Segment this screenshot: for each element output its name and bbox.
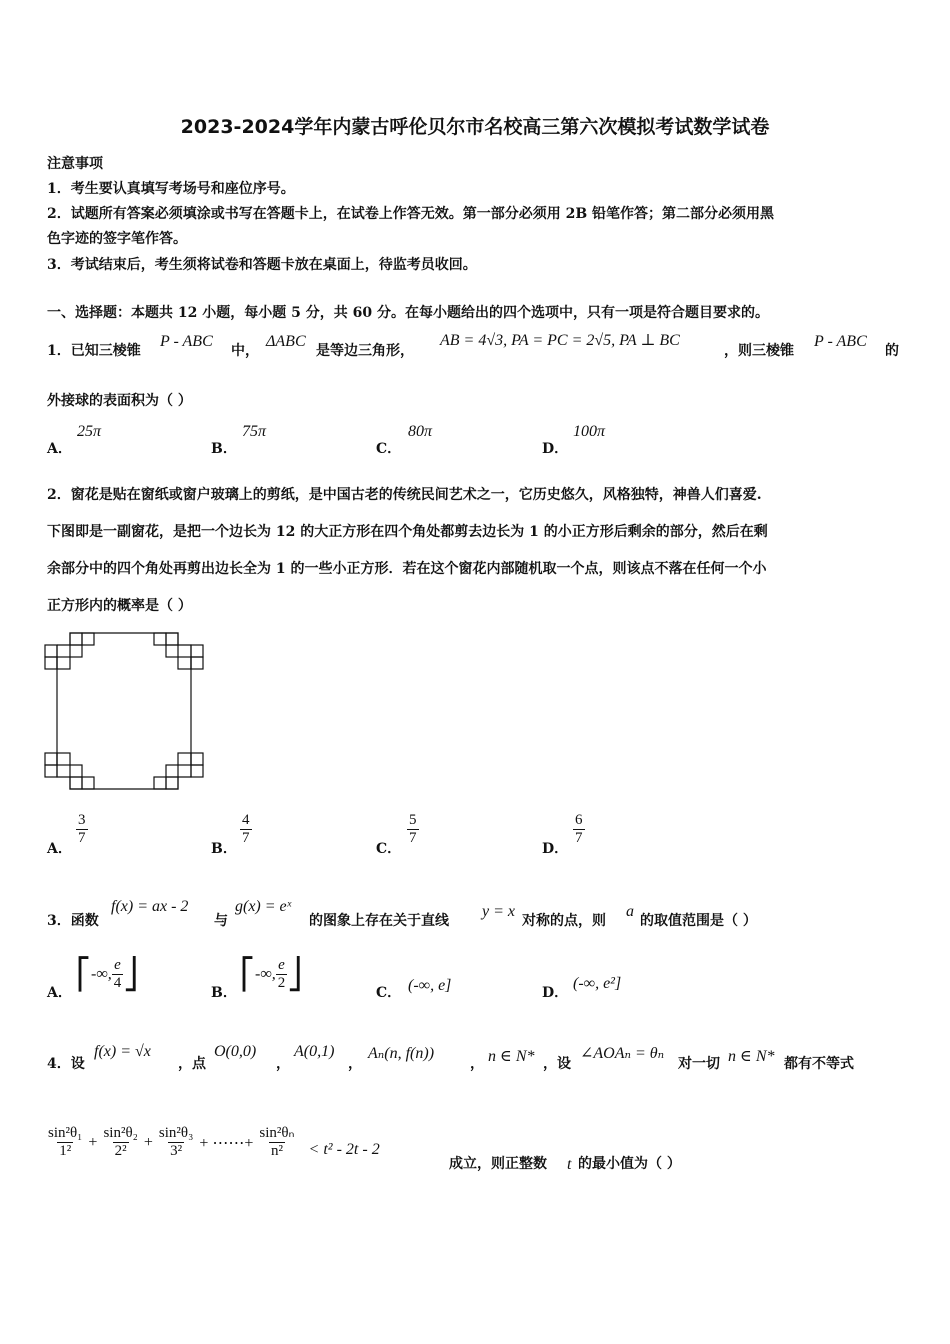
q4-math: O(0,0) [214,1043,257,1060]
q4-math: n ∈ N* [728,1048,775,1065]
q3-math: f(x) = ax - 2 [111,898,189,915]
q1-text: 中， [231,343,259,359]
denominator: 3² [170,1143,183,1159]
q1-option-c: 80π [408,423,433,440]
sum-term [257,1125,296,1160]
q1-option-b: 75π [242,423,267,440]
left-bracket: ⎡ [76,958,91,991]
section-heading: 一、选择题：本题共 12 小题，每小题 5 分，共 60 分。在每小题给出的四个选项中，只有一项是符合题目要求的。 [47,305,769,321]
q4-text: ，点 [178,1056,206,1072]
denominator: 7 [78,830,86,846]
denominator: 7 [409,830,417,846]
window-flower-figure [44,632,208,792]
sum-term [157,1125,195,1160]
right-bracket: ⎦ [123,958,139,991]
q2-option-a-label: A． [47,841,72,857]
denominator: 2 [277,975,286,991]
q4-inequality [46,1125,380,1160]
q2-option-d [573,812,585,847]
q3-option-c-label: C． [376,985,402,1001]
denominator: 1² [59,1143,72,1159]
q3-option-d: (-∞, e²] [573,975,622,992]
numerator: 5 [409,812,417,828]
denominator: 2² [114,1143,127,1159]
q2-option-c-label: C． [376,841,402,857]
numerator: 4 [242,812,250,828]
q4-text: 4．设 [47,1056,85,1072]
numerator: e [278,957,285,973]
q4-math: Aₙ(n, f(n)) [368,1045,435,1062]
fraction [276,957,288,992]
q3-text: 的图象上存在关于直线 [309,913,449,929]
q3-text: 对称的点，则 [522,913,606,929]
q1-option-a: 25π [77,423,102,440]
q1-option-b-label: B． [211,441,237,457]
q4-text: 对一切 [678,1056,720,1072]
fraction [112,957,124,992]
q3-option-b [240,957,302,992]
q3-math: a [626,903,634,920]
left-bracket: ⎡ [240,958,255,991]
q1-math: P - ABC [160,333,213,350]
q3-text: 与 [214,913,228,929]
q1-text: 1．已知三棱锥 [47,343,141,359]
q3-option-b-label: B． [211,985,237,1001]
q1-text: ，则三棱锥 [724,343,794,359]
q4-text: ，设 [543,1056,571,1072]
numerator: sin²θ₁ [48,1125,83,1141]
q2-text: 余部分中的四个角处再剪出边长全为 1 的一些小正方形．若在这个窗花内部随机取一个点，则该点不落在任何一个小 [47,561,767,577]
denominator: 7 [242,830,250,846]
notice-heading: 注意事项 [47,156,103,172]
q3-math: g(x) = eˣ [235,898,292,915]
denominator: n² [270,1143,283,1159]
denominator: 4 [113,975,122,991]
q1-math: ΔABC [266,333,306,350]
q3-option-a-label: A． [47,985,72,1001]
q4-math: A(0,1) [294,1043,335,1060]
q1-option-c-label: C． [376,441,402,457]
q3-text: 3．函数 [47,913,99,929]
numerator: 3 [78,812,86,828]
q2-option-d-label: D． [542,841,569,857]
q1-option-d: 100π [573,423,606,440]
q2-text: 下图即是一副窗花，是把一个边长为 12 的大正方形在四个角处都剪去边长为 1 的小正方形后剩余的部分，然后在剩 [47,524,768,540]
notice-item: 色字迹的签字笔作答。 [47,231,187,247]
interval-left: -∞, [91,965,112,983]
q2-text: 正方形内的概率是（ ） [47,598,192,614]
q1-text: 的 [885,343,899,359]
page-title: 2023-2024学年内蒙古呼伦贝尔市名校高三第六次模拟考试数学试卷 [180,116,770,138]
q1-option-d-label: D． [542,441,569,457]
interval-left: -∞, [255,965,276,983]
numerator: e [114,957,121,973]
q1-option-a-label: A． [47,441,72,457]
q2-text: 2．窗花是贴在窗纸或窗户玻璃上的剪纸，是中国古老的传统民间艺术之一，它历史悠久，风格独特，神兽人们喜爱. [47,487,762,503]
q4-math: t [567,1156,572,1173]
ellipsis-plus: + ⋯⋯+ [199,1134,254,1152]
q4-math: f(x) = √x [94,1043,151,1060]
q1-math: AB = 4√3, PA = PC = 2√5, PA ⊥ BC [440,332,680,349]
q3-option-c: (-∞, e] [408,977,452,994]
sum-term [101,1125,139,1160]
notice-item: 3．考试结束后，考生须将试卷和答题卡放在桌面上，待监考员收回。 [47,257,477,273]
q4-text: ， [348,1056,362,1072]
q1-text: 是等边三角形， [316,343,414,359]
inequality-rhs: < t² - 2t - 2 [308,1140,380,1158]
q2-option-a [76,812,88,847]
q4-math: n ∈ N* [488,1048,535,1065]
sum-term [46,1125,84,1160]
q4-text: 成立，则正整数 [449,1156,547,1172]
q2-option-c [407,812,419,847]
numerator: sin²θ₃ [158,1125,194,1141]
plus-sign: + [143,1133,153,1151]
q2-option-b-label: B． [211,841,237,857]
q3-text: 的取值范围是（ ） [640,913,757,929]
notice-item: 2．试题所有答案必须填涂或书写在答题卡上，在试卷上作答无效。第一部分必须用 2B 铅笔作答；第二部分必须用黑 [47,206,775,222]
denominator: 7 [575,830,583,846]
q4-math: ∠AOAₙ = θₙ [580,1045,665,1062]
numerator: 6 [575,812,583,828]
q3-option-d-label: D． [542,985,569,1001]
q4-text: 都有不等式 [784,1056,854,1072]
q4-text: 的最小值为（ ） [578,1156,681,1172]
q4-text: ， [276,1056,290,1072]
q3-option-a [76,957,138,992]
q1-math: P - ABC [814,333,867,350]
q3-math: y = x [482,903,515,920]
q1-text: 外接球的表面积为（ ） [47,393,192,409]
notice-item: 1．考生要认真填写考场号和座位序号。 [47,181,295,197]
right-bracket: ⎦ [287,958,303,991]
q2-option-b [240,812,252,847]
numerator: sin²θ₂ [103,1125,138,1141]
plus-sign: + [88,1133,98,1151]
q4-text: ， [470,1056,484,1072]
numerator: sin²θₙ [259,1125,295,1141]
